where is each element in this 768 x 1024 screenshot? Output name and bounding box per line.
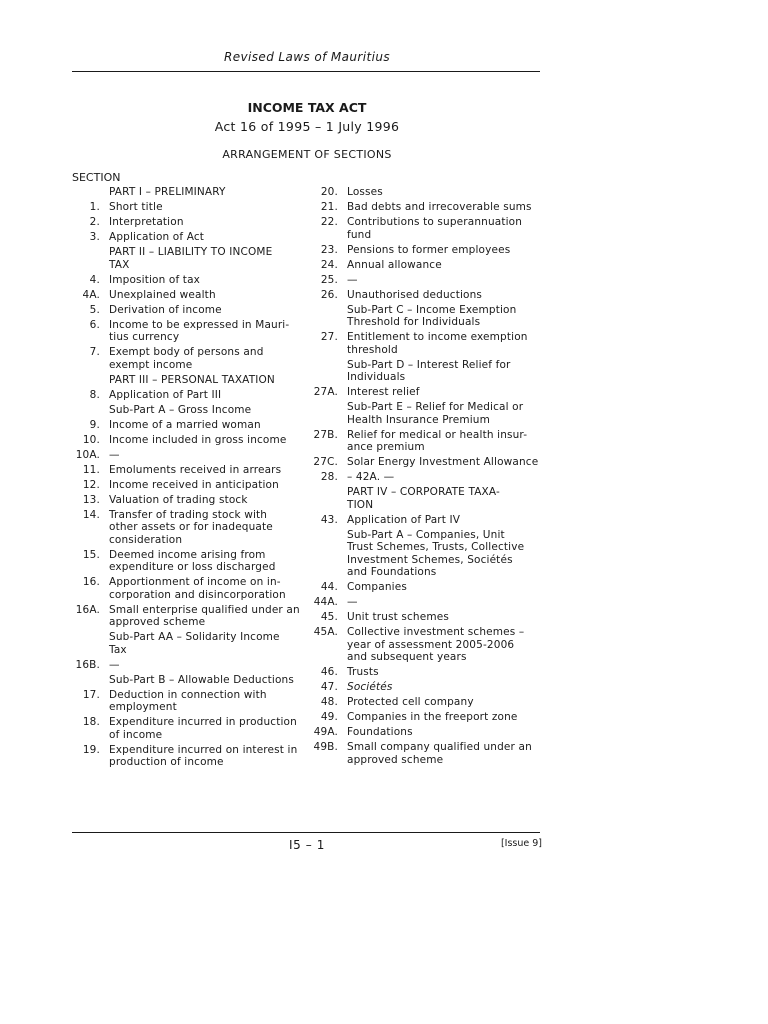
section-number [72, 674, 109, 687]
section-entry [72, 319, 302, 344]
issue-label: [Issue 9] [500, 838, 542, 849]
section-entry [306, 289, 542, 302]
section-title: Sub-Part A – Gross Income [109, 403, 252, 416]
section-title: Entitlement to income exemption threshold [347, 331, 528, 356]
section-title: Income received in anticipation [109, 478, 279, 491]
header-rule [72, 71, 540, 72]
section-number: 16B. [75, 658, 100, 671]
section-entry [72, 494, 302, 507]
part-heading [306, 359, 542, 384]
section-number: 3. [89, 231, 100, 243]
section-number: 23. [320, 243, 338, 256]
section-title: Solar Energy Investment Allowance [347, 456, 539, 468]
section-entry [72, 449, 302, 462]
section-entry [306, 386, 542, 399]
section-title: PART III – PERSONAL TAXATION [109, 373, 275, 386]
section-number [306, 529, 347, 579]
section-entry [72, 464, 302, 477]
part-heading [72, 631, 302, 656]
section-entry [306, 726, 542, 739]
section-title: Losses [347, 186, 383, 198]
section-entry [72, 389, 302, 402]
section-title: Valuation of trading stock [109, 493, 248, 506]
part-heading [72, 246, 302, 271]
section-number: 7. [89, 346, 100, 358]
section-title: Expenditure incurred in production of income [109, 716, 297, 741]
section-entry [306, 596, 542, 609]
section-number [72, 186, 109, 199]
section-title: Transfer of trading stock with other assets or for inadequate consideration [109, 508, 273, 546]
contents-left-column [72, 186, 302, 771]
section-title: Exempt body of persons and exempt income [109, 346, 264, 371]
section-number: 8. [89, 388, 100, 401]
section-entry [72, 744, 302, 769]
section-entry [72, 479, 302, 492]
section-entry [306, 259, 542, 272]
running-header: Revised Laws of Mauritius [224, 50, 390, 64]
section-number: 27A. [313, 386, 338, 398]
section-number: 27C. [313, 456, 338, 468]
section-entry [72, 659, 302, 672]
section-number: 5. [89, 303, 100, 316]
section-title: Apportionment of income on in- corporation and disincorporation [109, 576, 286, 601]
section-entry [72, 434, 302, 447]
section-title: — [109, 448, 120, 461]
section-entry [72, 274, 302, 287]
part-heading [306, 304, 542, 329]
section-title: Sub-Part A – Companies, Unit Trust Schemes, Trusts, Collective Investment Schemes, Sociétés and Foundations [347, 528, 525, 578]
section-number: 9. [89, 418, 100, 431]
section-title: – 42A. — [347, 471, 395, 483]
part-heading [72, 186, 302, 199]
section-title: Interest relief [347, 386, 420, 398]
section-number: 18. [82, 716, 100, 728]
section-title: Expenditure incurred on interest in production of income [109, 743, 298, 768]
section-entry [72, 419, 302, 432]
section-title: Application of Part III [109, 388, 222, 401]
section-number: 28. [320, 471, 338, 483]
section-title: Deemed income arising from expenditure or loss discharged [109, 548, 276, 573]
section-entry [306, 741, 542, 766]
part-heading [72, 674, 302, 687]
section-entry [72, 304, 302, 317]
section-title: Protected cell company [347, 696, 474, 708]
section-entry [306, 514, 542, 527]
section-title: Foundations [347, 726, 413, 738]
section-number: 6. [89, 318, 100, 331]
section-title: Income to be expressed in Mauri- tius currency [109, 318, 290, 343]
section-title: Unexplained wealth [109, 288, 216, 301]
section-number: 2. [89, 216, 100, 228]
section-title: Sub-Part B – Allowable Deductions [109, 673, 294, 686]
section-number: 21. [320, 201, 338, 213]
section-number: 12. [82, 478, 100, 491]
section-entry [72, 346, 302, 371]
section-number: 22. [320, 216, 338, 228]
section-entry [72, 576, 302, 601]
section-number [72, 246, 109, 271]
section-title: PART IV – CORPORATE TAXA- TION [347, 486, 500, 511]
section-title: Imposition of tax [109, 273, 201, 286]
section-number: 44A. [313, 596, 338, 608]
act-title: INCOME TAX ACT [247, 100, 367, 115]
section-entry [72, 689, 302, 714]
section-title: — [109, 658, 120, 671]
section-title: Income included in gross income [109, 433, 287, 446]
act-subtitle: Act 16 of 1995 – 1 July 1996 [214, 119, 400, 134]
section-entry [306, 456, 542, 469]
section-entry [72, 604, 302, 629]
section-number [72, 374, 109, 387]
section-number: 17. [82, 688, 100, 701]
section-entry [306, 186, 542, 199]
section-number: 4. [89, 273, 100, 286]
section-number: 27B. [313, 428, 338, 441]
section-title: Sub-Part E – Relief for Medical or Health Insurance Premium [347, 401, 524, 426]
section-number [306, 304, 347, 329]
section-title: Collective investment schemes – year of assessment 2005-2006 and subsequent years [347, 626, 525, 663]
section-entry [306, 626, 542, 664]
part-heading [306, 401, 542, 426]
section-number: 45A. [313, 626, 338, 638]
section-title: — [347, 596, 358, 608]
section-title: Small enterprise qualified under an approved scheme [109, 603, 300, 628]
section-entry [306, 274, 542, 287]
section-title: Emoluments received in arrears [109, 463, 282, 476]
section-title: PART II – LIABILITY TO INCOME TAX [109, 246, 273, 271]
section-entry [306, 471, 542, 484]
section-entry [306, 581, 542, 594]
section-title: Companies [347, 581, 407, 593]
page-number: I5 – 1 [288, 838, 326, 852]
section-title: Trusts [347, 666, 379, 678]
footer-rule [72, 832, 540, 833]
section-entry [306, 611, 542, 624]
section-number: 10A. [75, 448, 100, 461]
section-number: 13. [82, 493, 100, 506]
section-number [306, 401, 347, 426]
part-heading [306, 486, 542, 511]
section-entry [72, 716, 302, 741]
section-entry [306, 216, 542, 241]
section-number [72, 404, 109, 417]
section-entry [72, 509, 302, 547]
section-entry [306, 666, 542, 679]
section-title: Short title [109, 201, 163, 213]
section-entry [306, 711, 542, 724]
section-title: Application of Part IV [347, 513, 461, 526]
contents-right-column [306, 186, 542, 769]
section-number: 45. [320, 611, 338, 623]
section-entry [72, 549, 302, 574]
section-number [306, 359, 347, 384]
part-heading [72, 374, 302, 387]
section-title: Relief for medical or health insur- ance premium [347, 428, 528, 453]
section-number: 27. [320, 331, 338, 343]
section-title: Income of a married woman [109, 418, 261, 431]
section-title: Companies in the freeport zone [347, 711, 518, 723]
section-entry [306, 696, 542, 709]
section-number: 49. [320, 711, 338, 723]
section-title: Annual allowance [347, 258, 442, 271]
section-entry [72, 201, 302, 214]
section-number: 24. [320, 258, 338, 271]
section-entry [306, 244, 542, 257]
section-entry [306, 331, 542, 356]
part-heading [306, 529, 542, 579]
section-number: 1. [89, 201, 100, 213]
section-number [72, 631, 109, 656]
section-entry [72, 289, 302, 302]
section-title: Deduction in connection with employment [109, 688, 267, 713]
section-title: Unit trust schemes [347, 611, 449, 623]
section-number: 19. [82, 743, 100, 756]
section-number: 15. [82, 548, 100, 561]
section-title: Application of Act [109, 231, 205, 243]
part-heading [72, 404, 302, 417]
section-title: — [347, 273, 358, 286]
section-title: Sub-Part C – Income Exemption Threshold for Individuals [347, 303, 517, 328]
section-entry [306, 429, 542, 454]
section-number: 16. [82, 576, 100, 588]
section-title: Interpretation [109, 216, 184, 228]
section-number: 46. [320, 666, 338, 678]
section-number: 25. [320, 273, 338, 286]
section-label: SECTION [72, 171, 121, 184]
section-title: Contributions to superannuation fund [347, 216, 523, 241]
section-entry [72, 231, 302, 244]
section-number: 47. [320, 681, 338, 693]
section-title: Small company qualified under an approved scheme [347, 741, 532, 766]
section-number: 49A. [313, 726, 338, 738]
section-number: 16A. [75, 603, 100, 616]
section-number: 48. [320, 696, 338, 708]
section-title: Sub-Part D – Interest Relief for Individuals [347, 358, 511, 383]
section-title: Bad debts and irrecoverable sums [347, 201, 532, 213]
section-title: Sub-Part AA – Solidarity Income Tax [109, 631, 280, 656]
section-number: 11. [82, 463, 100, 476]
section-number: 4A. [82, 288, 100, 301]
section-number: 49B. [313, 741, 338, 753]
section-number: 20. [320, 186, 338, 198]
section-number: 14. [82, 508, 100, 521]
section-number: 10. [82, 433, 100, 446]
section-number: 43. [320, 513, 338, 526]
section-number: 44. [320, 581, 338, 593]
section-title: PART I – PRELIMINARY [109, 186, 226, 198]
section-number [306, 486, 347, 511]
section-title: Pensions to former employees [347, 243, 511, 256]
section-title: Derivation of income [109, 303, 222, 316]
arrangement-heading: ARRANGEMENT OF SECTIONS [222, 148, 392, 161]
section-entry [72, 216, 302, 229]
section-number: 26. [320, 288, 338, 301]
section-title: Sociétés [347, 681, 393, 693]
section-title: Unauthorised deductions [347, 288, 483, 301]
section-entry [306, 681, 542, 694]
section-entry [306, 201, 542, 214]
